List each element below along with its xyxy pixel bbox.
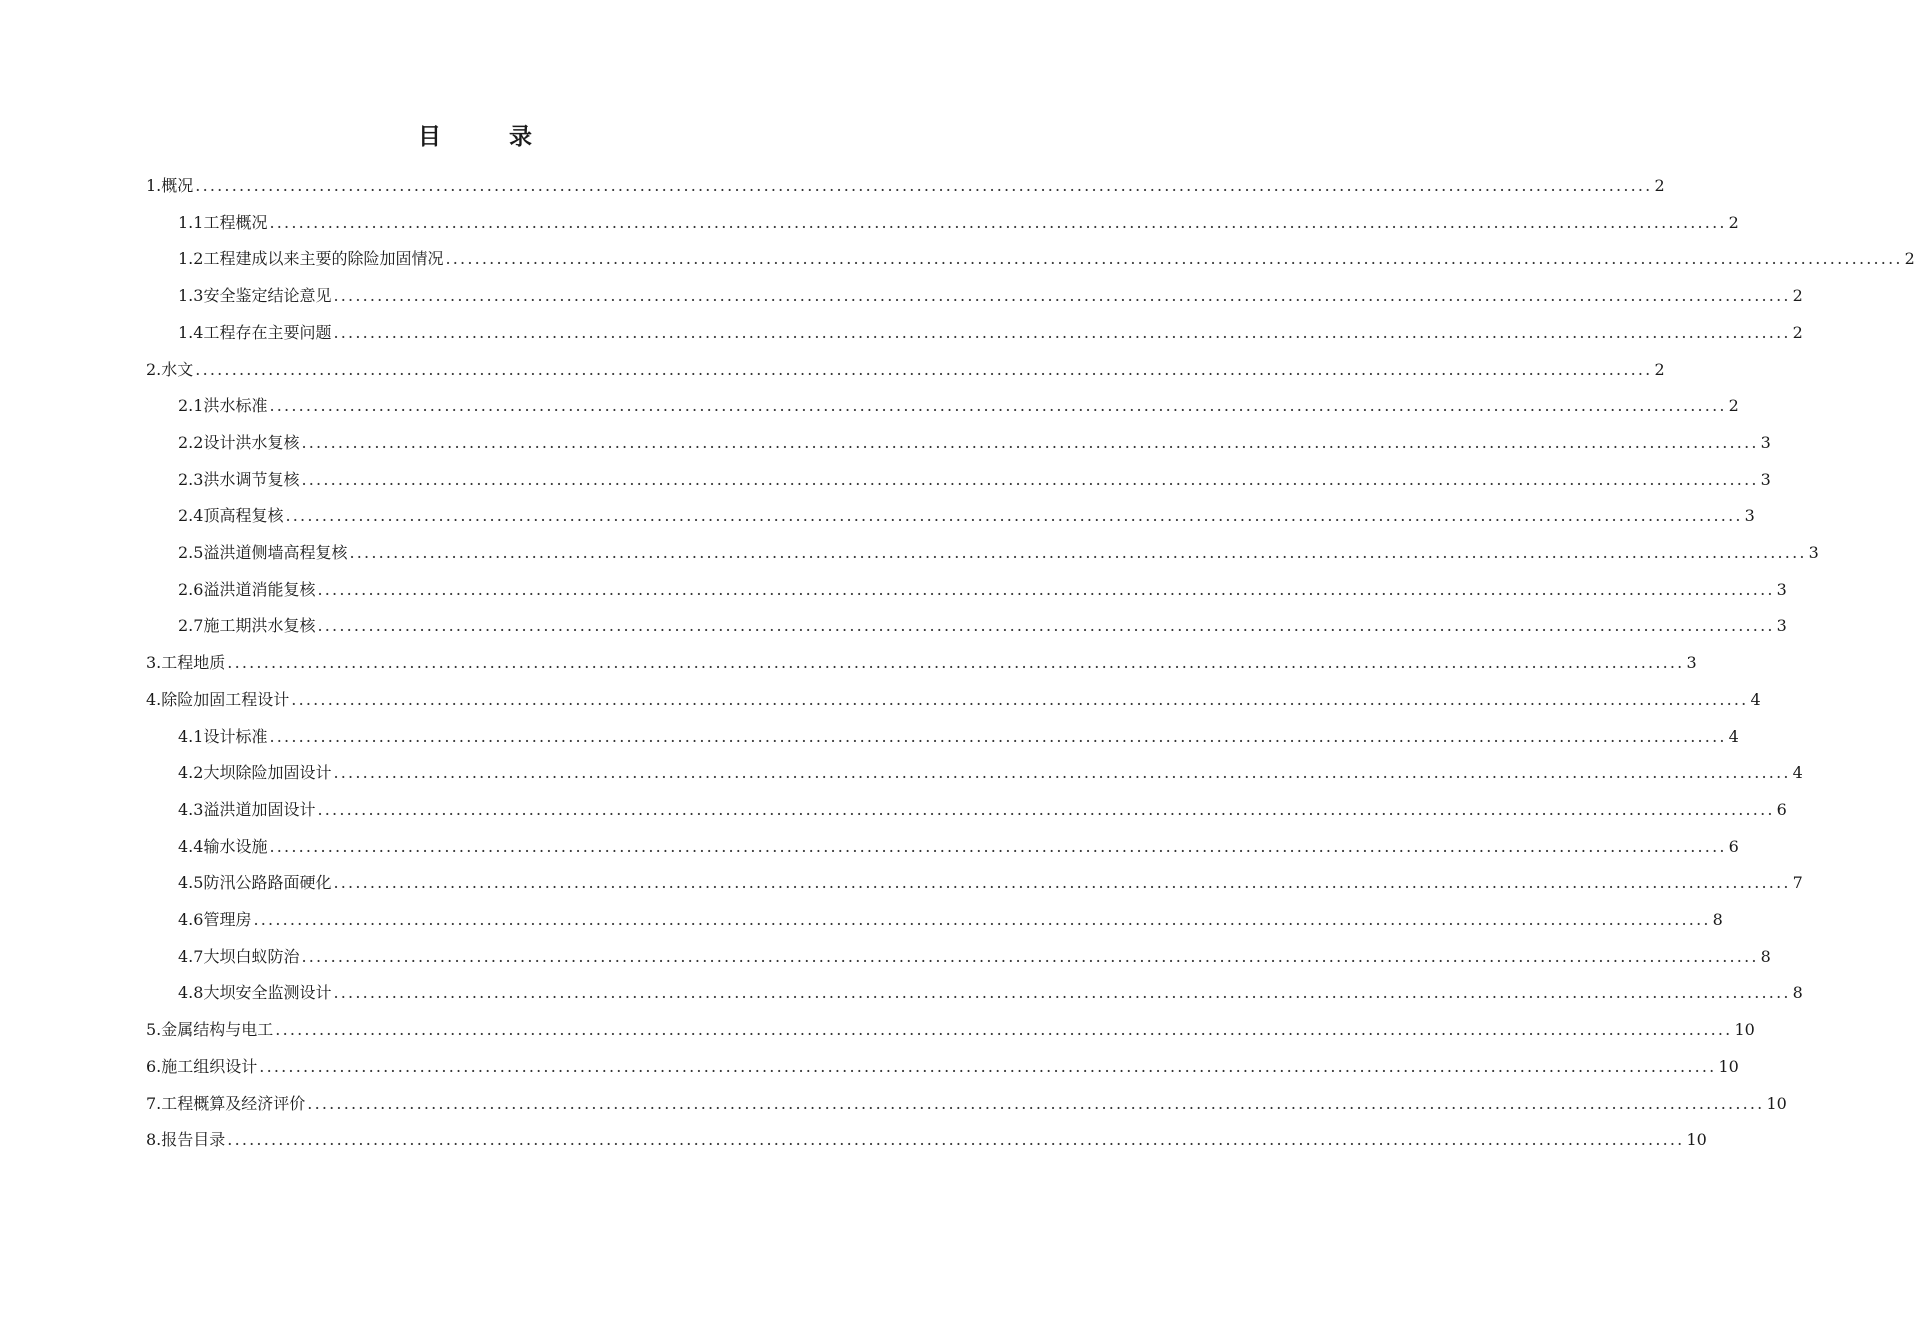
toc-entry-label: 除险加固工程设计: [161, 689, 290, 709]
toc-dot-leader: ........................................................................................................................................................................................................: [275, 1020, 1733, 1040]
toc-entry-page: 4: [1728, 726, 1739, 746]
toc-entry[interactable]: [146, 645, 1697, 681]
toc-dot-leader: ........................................................................................................................................................................................................: [195, 359, 1653, 379]
toc-dot-leader: ........................................................................................................................................................................................................: [291, 689, 1749, 709]
toc-entry[interactable]: [146, 1086, 1787, 1122]
toc-entry-page: 8: [1760, 946, 1771, 966]
toc-entry-label: 设计洪水复核: [203, 432, 300, 452]
page-title: 目 录: [417, 124, 562, 150]
toc-entry-label: 工程概况: [203, 212, 268, 232]
toc-entry-page: 2: [1728, 396, 1739, 416]
toc-entry-label: 概况: [161, 176, 194, 195]
toc-entry-number: 1.2: [178, 249, 204, 269]
toc-entry[interactable]: [178, 315, 1803, 351]
toc-dot-leader: ........................................................................................................................................................................................................: [445, 249, 1903, 269]
toc-dot-leader: ........................................................................................................................................................................................................: [269, 726, 1727, 746]
toc-entry-number: 5.: [146, 1020, 162, 1040]
toc-entry-page: 3: [1686, 653, 1697, 673]
toc-entry-number: 1.1: [178, 212, 204, 232]
toc-dot-leader: ........................................................................................................................................................................................................: [333, 873, 1791, 893]
toc-entry-page: 3: [1776, 579, 1787, 599]
toc-entry-number: 2.4: [178, 506, 204, 526]
toc-entry-page: 2: [1904, 249, 1915, 269]
toc-entry-label: 工程建成以来主要的除险加固情况: [203, 249, 444, 269]
toc-entry-label: 防汛公路路面硬化: [203, 873, 332, 893]
toc-dot-leader: ........................................................................................................................................................................................................: [269, 212, 1727, 232]
toc-entry-number: 4.8: [178, 983, 204, 1003]
toc-entry-page: 3: [1744, 506, 1755, 526]
toc-entry-page: 3: [1808, 543, 1819, 562]
toc-entry-page: 4: [1750, 689, 1761, 709]
toc-entry[interactable]: [178, 205, 1739, 241]
toc-entry-number: 2.3: [178, 469, 204, 489]
toc-entry-label: 大坝白蚁防治: [203, 946, 300, 966]
toc-entry-label: 溢洪道消能复核: [203, 579, 316, 599]
toc-entry-number: 6.: [146, 1056, 162, 1076]
toc-entry-number: 8.: [146, 1130, 162, 1150]
toc-entry-number: 1.3: [178, 286, 204, 306]
toc-entry[interactable]: [146, 1012, 1755, 1048]
toc-entry[interactable]: [146, 1049, 1739, 1085]
toc-entry[interactable]: [178, 241, 1915, 277]
toc-entry-label: 金属结构与电工: [161, 1020, 274, 1040]
toc-entry[interactable]: [178, 572, 1787, 608]
toc-entry-number: 4.: [146, 689, 162, 709]
toc-entry[interactable]: [178, 865, 1803, 901]
toc-entry-page: 8: [1792, 983, 1803, 1003]
toc-entry-number: 2.5: [178, 543, 204, 562]
toc-dot-leader: ........................................................................................................................................................................................................: [253, 910, 1711, 929]
toc-entry[interactable]: [178, 608, 1787, 644]
toc-dot-leader: ........................................................................................................................................................................................................: [317, 799, 1775, 819]
toc-entry-page: 2: [1728, 212, 1739, 232]
toc-entry[interactable]: [178, 755, 1803, 791]
toc-entry-label: 输水设施: [203, 836, 268, 856]
toc-dot-leader: ........................................................................................................................................................................................................: [333, 763, 1791, 783]
toc-entry-number: 4.1: [178, 726, 204, 746]
toc-entry[interactable]: [146, 352, 1665, 388]
toc-dot-leader: ........................................................................................................................................................................................................: [333, 322, 1791, 342]
toc-entry[interactable]: [178, 498, 1755, 534]
toc-entry[interactable]: [178, 829, 1739, 865]
toc-entry-label: 工程地质: [161, 653, 226, 673]
toc-entry-label: 溢洪道侧墙高程复核: [203, 543, 348, 562]
toc-entry-number: 3.: [146, 653, 162, 673]
toc-entry[interactable]: [178, 535, 1819, 571]
toc-entry-page: 2: [1654, 176, 1665, 195]
toc-dot-leader: ........................................................................................................................................................................................................: [301, 946, 1759, 966]
toc-dot-leader: ........................................................................................................................................................................................................: [227, 653, 1685, 673]
toc-entry-page: 6: [1728, 836, 1739, 856]
toc-entry[interactable]: [146, 1122, 1707, 1158]
toc-entry-label: 大坝安全监测设计: [203, 983, 332, 1003]
toc-entry-page: 3: [1776, 616, 1787, 636]
toc-entry-page: 10: [1734, 1020, 1755, 1040]
toc-entry-page: 3: [1760, 469, 1771, 489]
toc-dot-leader: ........................................................................................................................................................................................................: [285, 506, 1743, 526]
toc-entry-page: 7: [1792, 873, 1803, 893]
toc-entry[interactable]: [178, 939, 1771, 975]
toc-entry-label: 洪水调节复核: [203, 469, 300, 489]
toc-entry-label: 安全鉴定结论意见: [203, 286, 332, 306]
toc-dot-leader: ........................................................................................................................................................................................................: [227, 1130, 1685, 1150]
toc-entry-label: 大坝除险加固设计: [203, 763, 332, 783]
toc-dot-leader: ........................................................................................................................................................................................................: [269, 836, 1727, 856]
toc-entry-label: 顶高程复核: [203, 506, 284, 526]
toc-entry-label: 设计标准: [203, 726, 268, 746]
toc-entry-number: 4.3: [178, 799, 204, 819]
toc-dot-leader: ........................................................................................................................................................................................................: [317, 579, 1775, 599]
toc-entry-number: 2.2: [178, 432, 204, 452]
toc-dot-leader: ........................................................................................................................................................................................................: [349, 543, 1807, 562]
toc-entry-page: 10: [1766, 1093, 1787, 1113]
toc-entry-number: 2.6: [178, 579, 204, 599]
toc-entry-number: 7.: [146, 1093, 162, 1113]
toc-entry-page: 2: [1654, 359, 1665, 379]
toc-dot-leader: ........................................................................................................................................................................................................: [307, 1093, 1765, 1113]
toc-entry[interactable]: [178, 902, 1723, 938]
toc-entry-label: 施工组织设计: [161, 1056, 258, 1076]
toc-entry[interactable]: [178, 388, 1739, 424]
toc-entry-number: 4.2: [178, 763, 204, 783]
toc-entry-page: 3: [1760, 432, 1771, 452]
toc-entry-label: 工程存在主要问题: [203, 322, 332, 342]
toc-entry-number: 2.1: [178, 396, 204, 416]
toc-entry[interactable]: [146, 168, 1665, 204]
toc-entry[interactable]: [178, 278, 1803, 314]
toc-entry-page: 10: [1686, 1130, 1707, 1150]
toc-dot-leader: ........................................................................................................................................................................................................: [259, 1056, 1717, 1076]
toc-entry[interactable]: [178, 792, 1787, 828]
toc-entry-page: 2: [1792, 286, 1803, 306]
toc-entry[interactable]: [178, 425, 1771, 461]
toc-entry-number: 4.6: [178, 910, 204, 929]
toc-entry-number: 2.7: [178, 616, 204, 636]
toc-entry-label: 报告目录: [161, 1130, 226, 1150]
toc-entry-number: 1.4: [178, 322, 204, 342]
toc-entry-page: 10: [1718, 1056, 1739, 1076]
toc-entry[interactable]: [178, 719, 1739, 755]
toc-entry-number: 1.: [146, 176, 162, 195]
toc-dot-leader: ........................................................................................................................................................................................................: [317, 616, 1775, 636]
toc-dot-leader: ........................................................................................................................................................................................................: [301, 469, 1759, 489]
toc-entry-number: 4.4: [178, 836, 204, 856]
toc-entry-number: 2.: [146, 359, 162, 379]
toc-dot-leader: ........................................................................................................................................................................................................: [333, 286, 1791, 306]
toc-entry[interactable]: [146, 682, 1761, 718]
toc-entry-label: 溢洪道加固设计: [203, 799, 316, 819]
toc-entry[interactable]: [178, 975, 1803, 1011]
toc-entry-label: 水文: [161, 359, 194, 379]
toc-entry-number: 4.5: [178, 873, 204, 893]
toc-entry-page: 6: [1776, 799, 1787, 819]
toc-entry-label: 管理房: [203, 910, 252, 929]
toc-dot-leader: ........................................................................................................................................................................................................: [333, 983, 1791, 1003]
toc-entry-label: 工程概算及经济评价: [161, 1093, 306, 1113]
toc-entry-number: 4.7: [178, 946, 204, 966]
toc-entry-label: 施工期洪水复核: [203, 616, 316, 636]
toc-entry[interactable]: [178, 462, 1771, 498]
toc-entry-label: 洪水标准: [203, 396, 268, 416]
toc-dot-leader: ........................................................................................................................................................................................................: [195, 176, 1653, 195]
toc-entry-page: 4: [1792, 763, 1803, 783]
toc-dot-leader: ........................................................................................................................................................................................................: [301, 432, 1759, 452]
toc-entry-page: 8: [1712, 910, 1723, 929]
toc-dot-leader: ........................................................................................................................................................................................................: [269, 396, 1727, 416]
toc-entry-page: 2: [1792, 322, 1803, 342]
